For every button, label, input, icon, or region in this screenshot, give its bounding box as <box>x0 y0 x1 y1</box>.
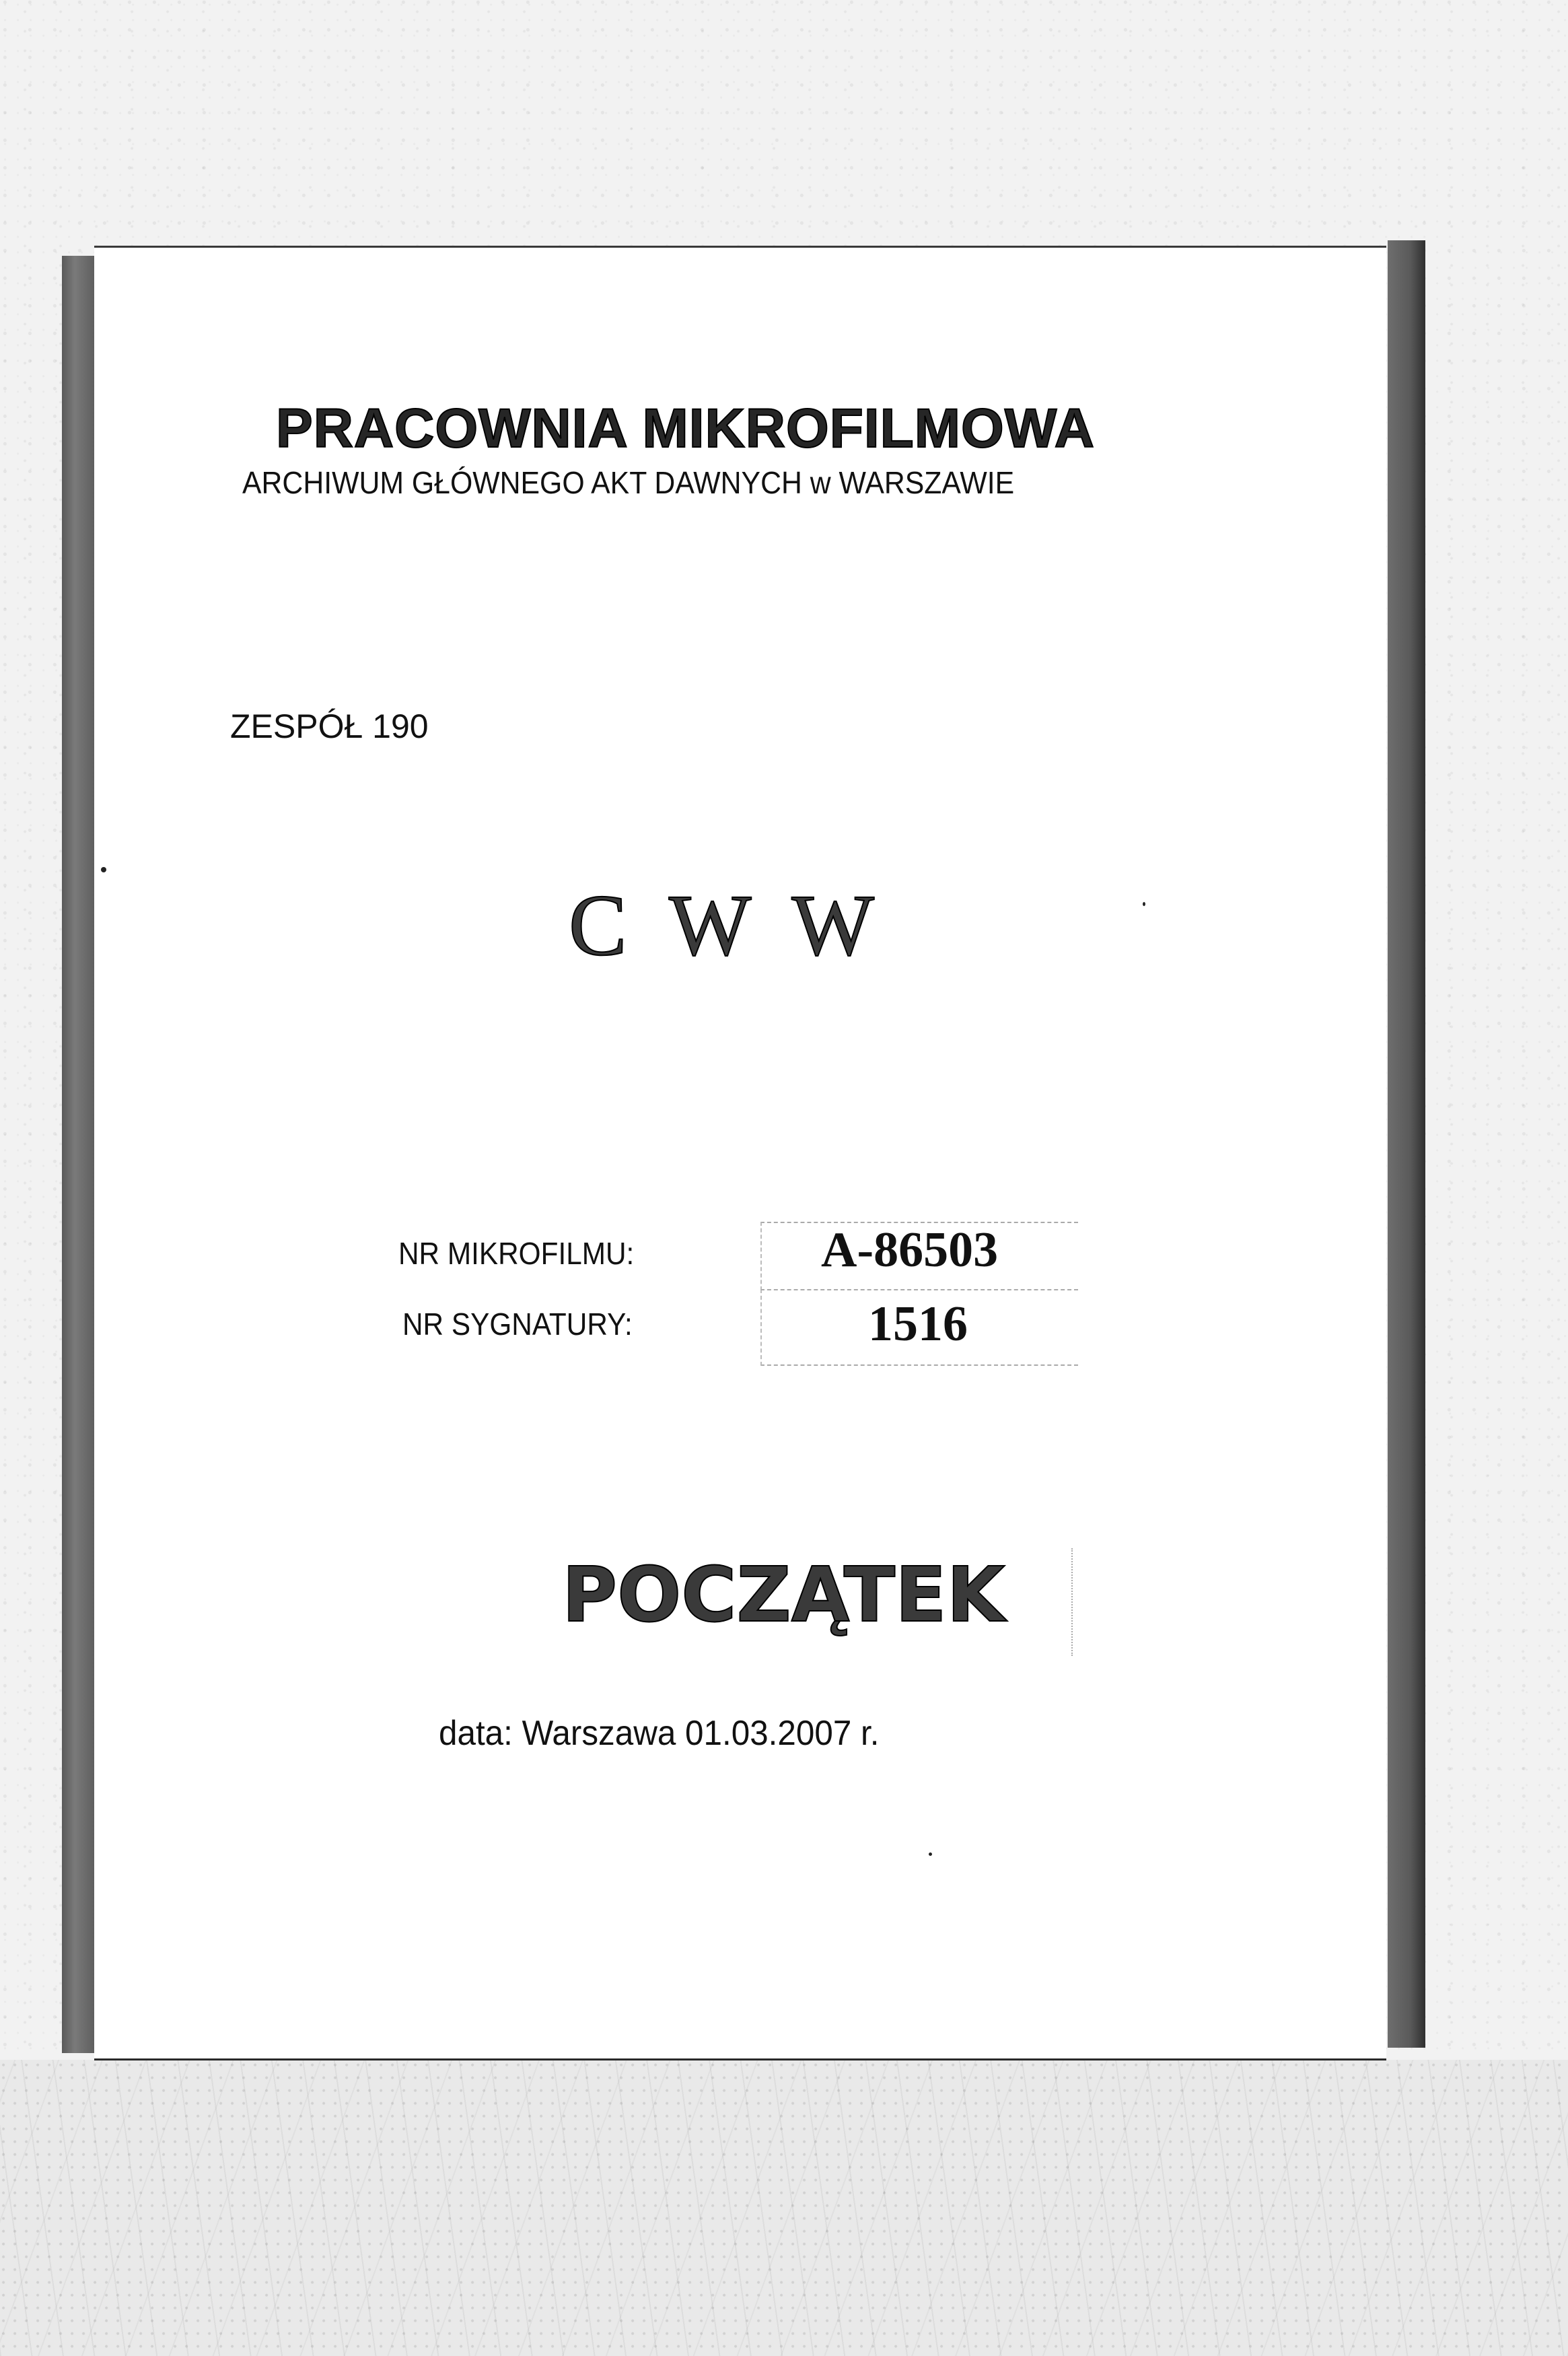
start-marker: POCZĄTEK <box>562 1552 1005 1639</box>
date-line: data: Warszawa 01.03.2007 r. <box>439 1714 880 1753</box>
document-title: PRACOWNIA MIKROFILMOWA <box>276 398 1095 459</box>
scan-speck <box>101 867 106 872</box>
left-margin-bar <box>62 256 94 2053</box>
document-sheet <box>94 246 1386 2060</box>
microfilm-number-value: A-86503 <box>821 1222 999 1278</box>
scan-speck <box>1143 902 1145 906</box>
cutout-edge-divider <box>1071 1548 1073 1656</box>
fonds-label: ZESPÓŁ 190 <box>230 707 429 745</box>
microfilm-number-label: NR MIKROFILMU: <box>398 1236 635 1271</box>
collection-code: C W W <box>569 877 879 974</box>
signature-number-value: 1516 <box>868 1296 968 1352</box>
scan-speck <box>929 1852 932 1856</box>
signature-number-label: NR SYGNATURY: <box>402 1307 633 1342</box>
scanned-surface-bottom <box>0 2060 1568 2356</box>
institution-name: ARCHIWUM GŁÓWNEGO AKT DAWNYCH w WARSZAWIE <box>242 465 1015 500</box>
right-margin-bar <box>1388 240 1425 2048</box>
